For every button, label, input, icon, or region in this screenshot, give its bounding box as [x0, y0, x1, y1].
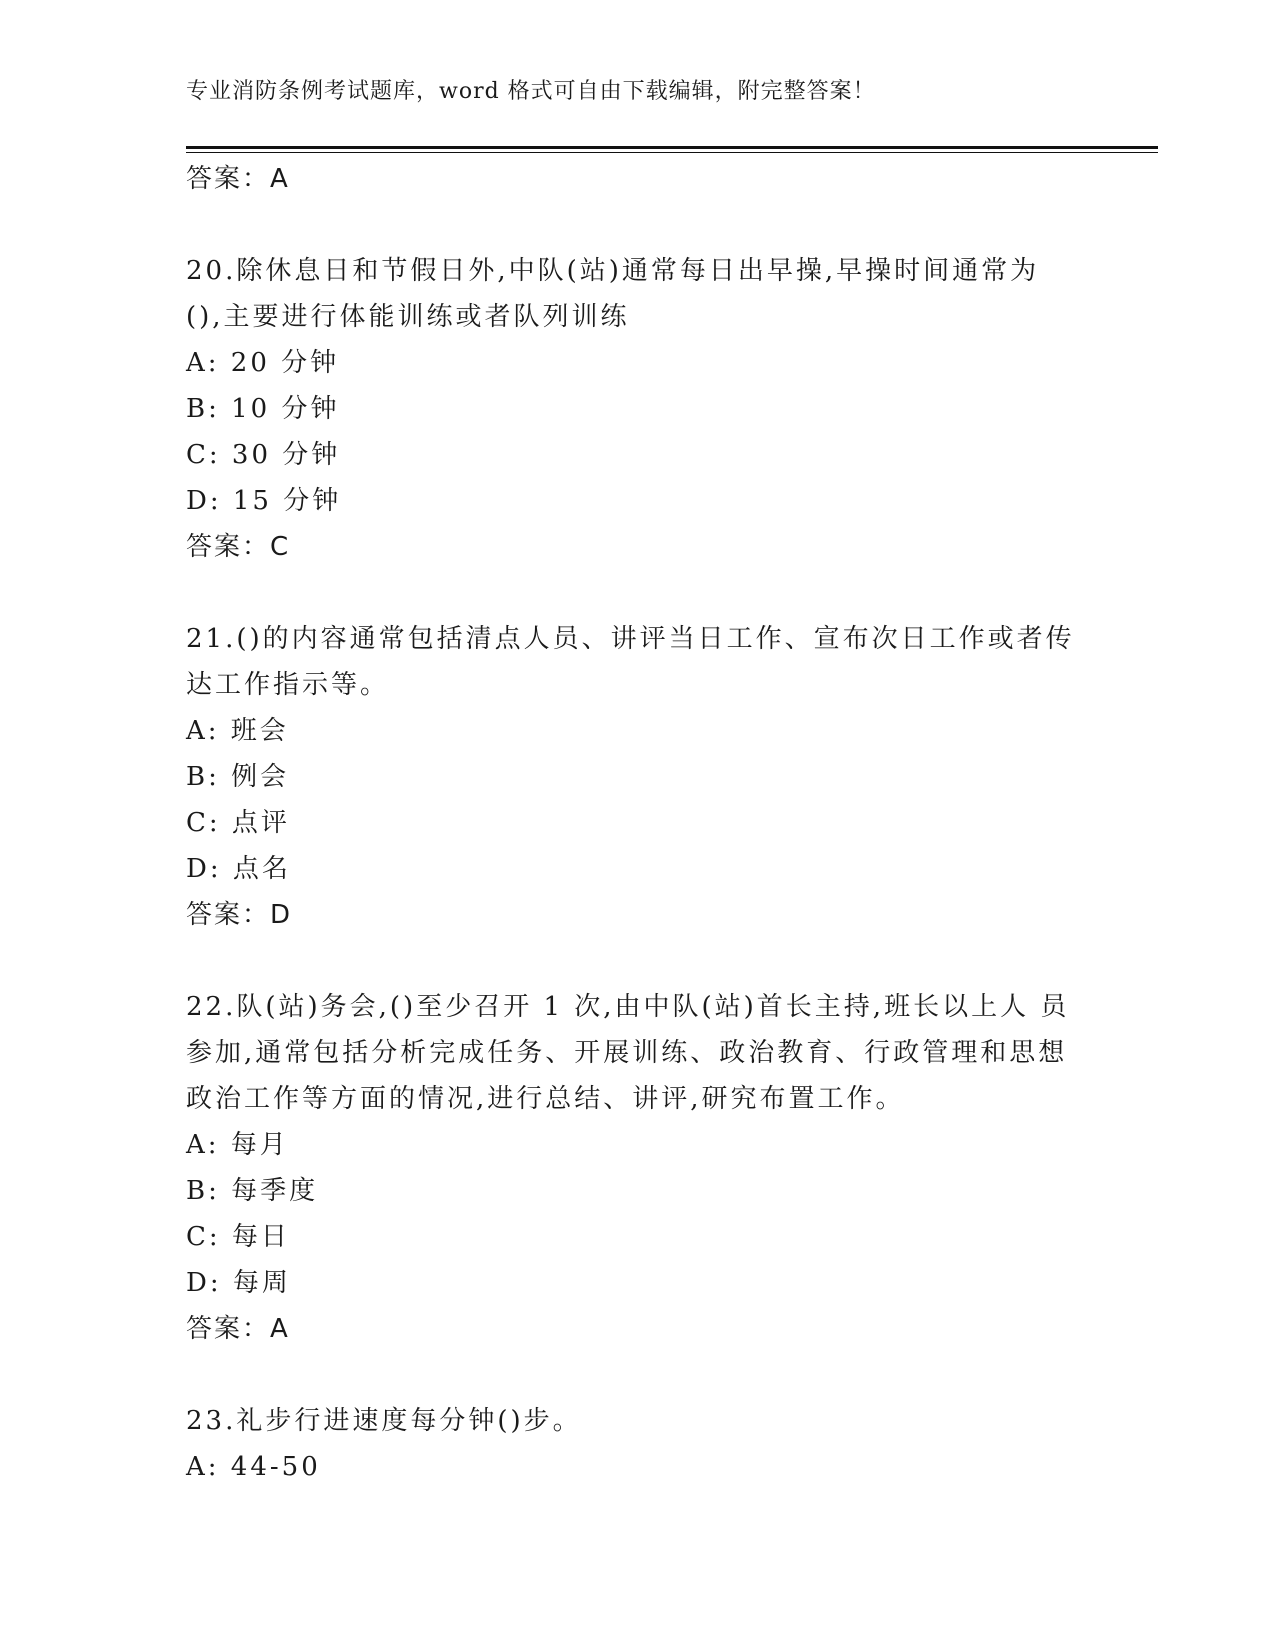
option-b: B: 每季度	[186, 1176, 319, 1206]
option-d: D: 每周	[186, 1268, 291, 1298]
option-a: A: 20 分钟	[186, 348, 340, 378]
question-text: 22.队(站)务会,()至少召开 1 次,由中队(站)首长主持,班长以上人 员	[186, 992, 1070, 1022]
question-21	[186, 616, 1086, 938]
option-a: A: 44-50	[186, 1452, 321, 1482]
question-text: (),主要进行体能训练或者队列训练	[186, 302, 630, 332]
option-d: D: 15 分钟	[186, 486, 342, 516]
header-divider	[186, 146, 1158, 149]
question-text: 政治工作等方面的情况,进行总结、讲评,研究布置工作。	[186, 1084, 905, 1114]
answer-line: 答案：A	[186, 1314, 290, 1344]
option-b: B: 例会	[186, 762, 290, 792]
option-a: A: 每月	[186, 1130, 289, 1160]
question-22	[186, 984, 1086, 1352]
question-23	[186, 1398, 1086, 1490]
answer-line: 答案：D	[186, 900, 293, 930]
option-d: D: 点名	[186, 854, 291, 884]
option-c: C: 点评	[186, 808, 290, 838]
answer-line: 答案：C	[186, 532, 291, 562]
page-header: 专业消防条例考试题库，word 格式可自由下载编辑，附完整答案！	[186, 79, 876, 104]
question-20	[186, 248, 1086, 570]
question-list	[186, 156, 1086, 1490]
question-text: 23.礼步行进速度每分钟()步。	[186, 1406, 582, 1436]
option-a: A: 班会	[186, 716, 289, 746]
question-text: 达工作指示等。	[186, 670, 390, 700]
answer-line: 答案：A	[186, 164, 290, 194]
option-b: B: 10 分钟	[186, 394, 340, 424]
header-divider-thin	[186, 152, 1158, 153]
option-c: C: 30 分钟	[186, 440, 341, 470]
question-text: 20.除休息日和节假日外,中队(站)通常每日出早操,早操时间通常为	[186, 256, 1040, 286]
option-c: C: 每日	[186, 1222, 290, 1252]
question-text: 21.()的内容通常包括清点人员、讲评当日工作、宣布次日工作或者传	[186, 624, 1075, 654]
question-text: 参加,通常包括分析完成任务、开展训练、政治教育、行政管理和思想	[186, 1038, 1068, 1068]
